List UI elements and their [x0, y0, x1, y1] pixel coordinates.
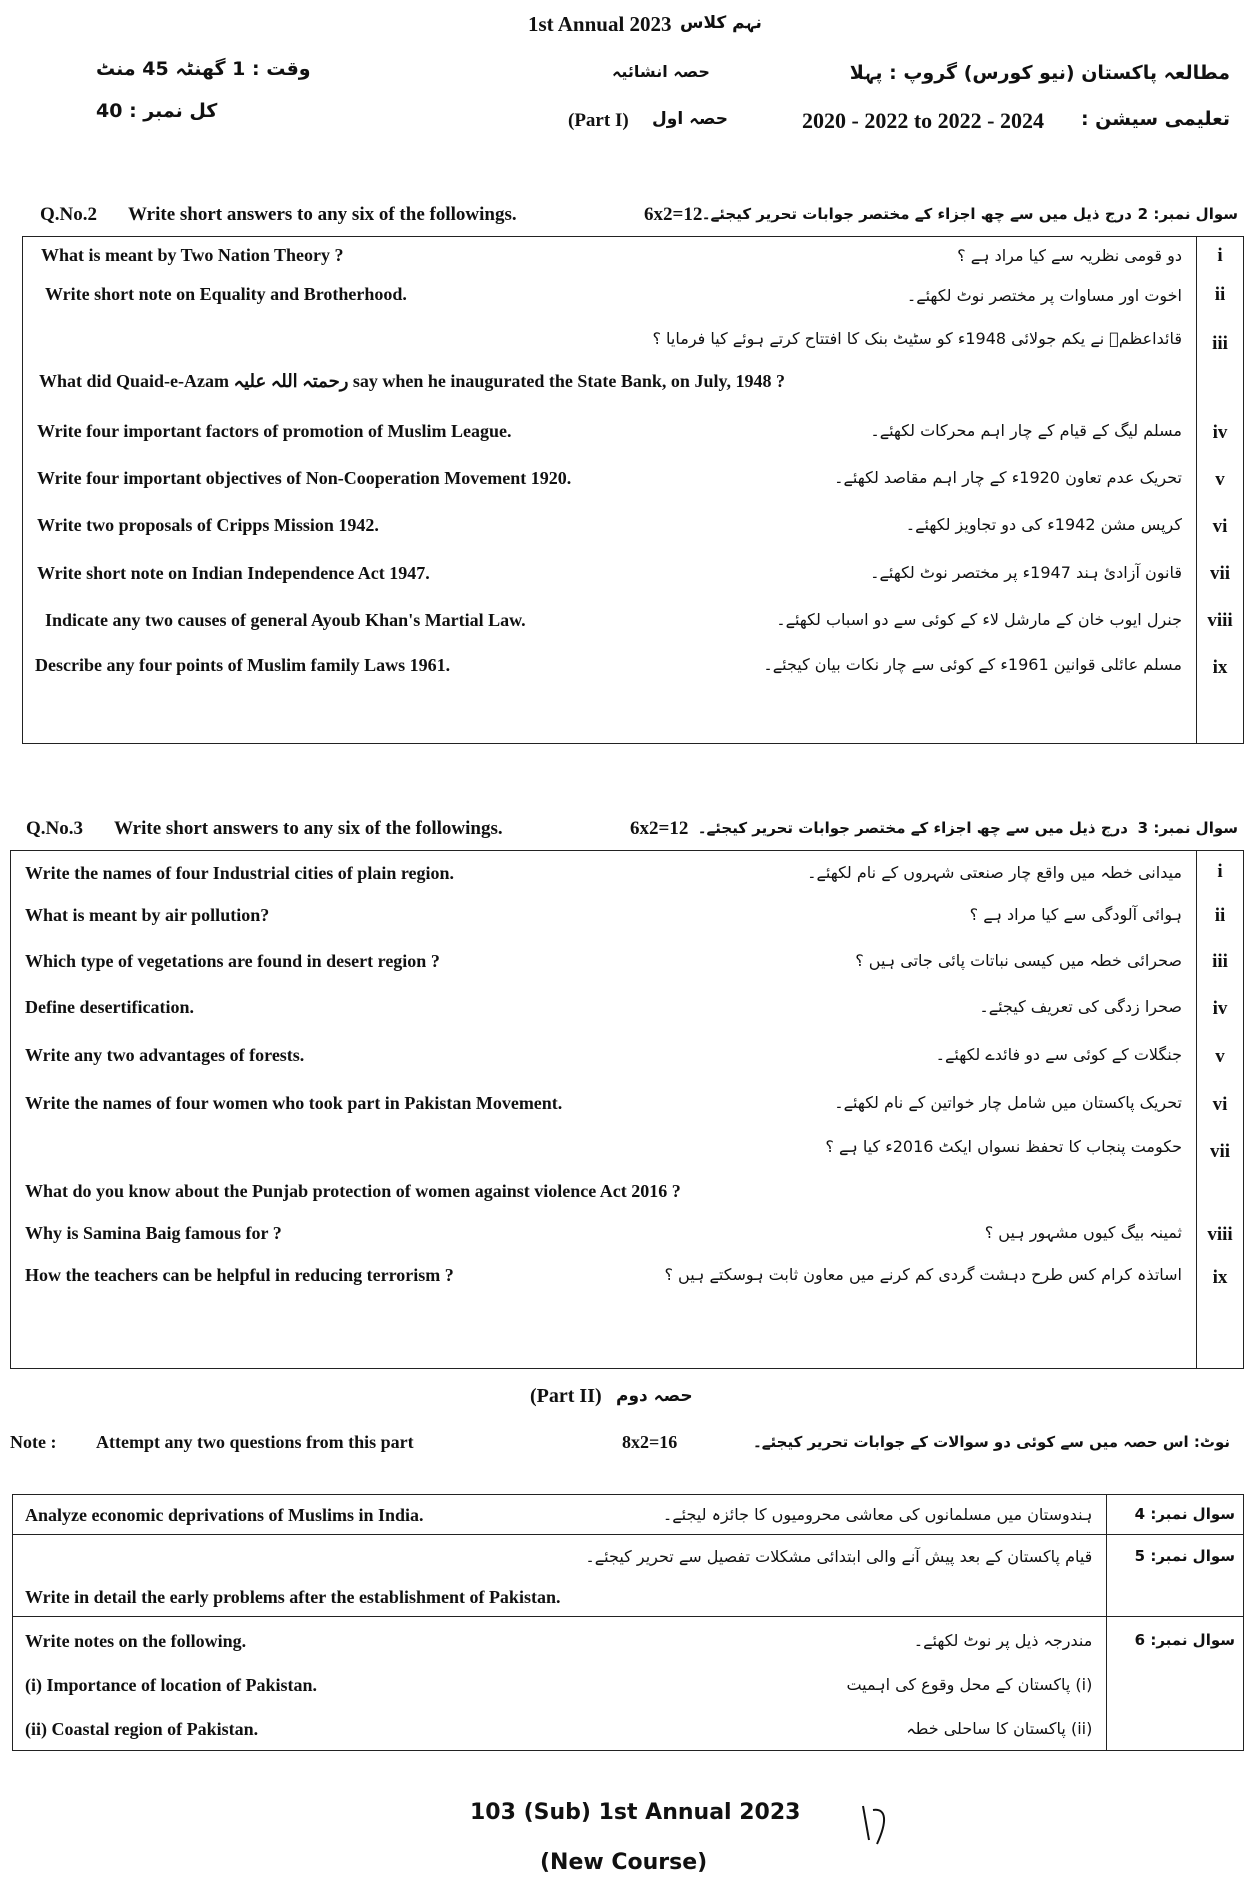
q3-ix-en: How the teachers can be helpful in reducing terrorism ?: [25, 1264, 454, 1285]
q6-a-ur: (i) پاکستان کے محل وقوع کی اہمیت: [846, 1675, 1093, 1694]
q4-ur: ہندوستان میں مسلمانوں کی معاشی محرومیوں کا جائزہ لیجئے۔: [662, 1505, 1093, 1524]
paper-code: 103 (Sub) 1st Annual 2023: [470, 1800, 801, 1825]
q2-ix-en: Describe any four points of Muslim family Laws 1961.: [35, 654, 451, 675]
q2-ii-en: Write short note on Equality and Brotherhood.: [45, 283, 407, 304]
q4-en: Analyze economic deprivations of Muslims in India.: [25, 1505, 424, 1525]
q6-b-en: (ii) Coastal region of Pakistan.: [25, 1719, 259, 1739]
table-row: [11, 1255, 1244, 1301]
q2-ix-ur: مسلم عائلی قوانین 1961ء کے کوئی سے چار نکات بیان کیجئے۔: [763, 654, 1182, 674]
table-row: [23, 503, 1244, 550]
q3-ii-ur: ہوائی آلودگی سے کیا مراد ہے ؟: [969, 904, 1182, 924]
note-text: Attempt any two questions from this part: [96, 1432, 414, 1452]
q2-vii-num: vii: [1197, 551, 1244, 598]
q2-v-ur: تحریک عدم تعاون 1920ء کے چار اہم مقاصد لکھئے۔: [834, 468, 1182, 488]
part-two-marks: 8x2=16: [622, 1432, 678, 1452]
course-label: (New Course): [540, 1850, 708, 1875]
q2-viii-num: viii: [1197, 598, 1244, 645]
part-one-label: (Part I): [568, 110, 629, 131]
q2-ii-ur: اخوت اور مساوات پر مختصر نوٹ لکھئے۔: [906, 285, 1182, 305]
q3-vi-ur: تحریک پاکستان میں شامل چار خواتین کے نام لکھئے۔: [834, 1092, 1182, 1112]
q2-iii-ur: قائداعظمؒ نے یکم جولائی 1948ء کو سٹیٹ بنک کا افتتاح کرتے ہوئے کیا فرمایا ؟: [652, 328, 1182, 348]
q2-v-num: v: [1197, 456, 1244, 503]
q6-a-en: (i) Importance of location of Pakistan.: [25, 1675, 317, 1695]
table-row: [11, 939, 1244, 985]
table-row: [11, 985, 1244, 1033]
table-row: [23, 276, 1244, 315]
q6-b-ur: (ii) پاکستان کا ساحلی خطہ: [906, 1719, 1093, 1738]
session-years: 2020 - 2022 to 2022 - 2024: [802, 108, 1044, 133]
q3-vi-num: vi: [1197, 1081, 1244, 1129]
q3-iii-ur: صحرائی خطہ میں کیسی نباتات پائی جاتی ہیں ؟: [855, 950, 1182, 970]
q3-iv-num: iv: [1197, 985, 1244, 1033]
q3-vii-ur: حکومت پنجاب کا تحفظ نسواں ایکٹ 2016ء کیا ہے ؟: [825, 1136, 1182, 1156]
q2-table: [22, 236, 1244, 744]
q3-iv-ur: صحرا زدگی کی تعریف کیجئے۔: [979, 996, 1182, 1016]
q3-iv-en: Define desertification.: [25, 996, 194, 1017]
table-row: [23, 409, 1244, 456]
subject-urdu: مطالعہ پاکستان (نیو کورس) گروپ : پہلا: [849, 62, 1230, 84]
q3-ii-num: ii: [1197, 893, 1244, 939]
q3-instruction-urdu: درج ذیل میں سے چھ اجزاء کے مختصر جوابات تحریر کیجئے۔: [697, 819, 1128, 837]
q2-vii-en: Write short note on Indian Independence Act 1947.: [37, 562, 430, 583]
part-two-table: [12, 1494, 1244, 1751]
table-row: [11, 893, 1244, 939]
q2-iv-ur: مسلم لیگ کے قیام کے چار اہم محرکات لکھئے۔: [870, 420, 1182, 440]
q3-v-en: Write any two advantages of forests.: [25, 1044, 305, 1065]
table-row: [23, 598, 1244, 645]
note-label: Note :: [10, 1432, 57, 1452]
q3-instruction: Write short answers to any six of the followings.: [114, 818, 503, 839]
q3-v-num: v: [1197, 1033, 1244, 1081]
q3-iii-en: Which type of vegetations are found in desert region ?: [25, 950, 440, 971]
table-row: [13, 1495, 1244, 1535]
q2-ii-num: ii: [1197, 276, 1244, 315]
q3-ii-en: What is meant by air pollution?: [25, 904, 270, 925]
q3-marks: 6x2=12: [630, 818, 689, 839]
q2-vi-ur: کرپس مشن 1942ء کی دو تجاویز لکھئے۔: [905, 515, 1182, 535]
q3-ix-ur: اساتذہ کرام کس طرح دہشت گردی کم کرنے میں معاون ثابت ہوسکتے ہیں ؟: [664, 1264, 1182, 1284]
table-row: [23, 456, 1244, 503]
q5-ur: قیام پاکستان کے بعد پیش آنے والی ابتدائی مشکلات تفصیل سے تحریر کیجئے۔: [585, 1547, 1093, 1566]
q2-label-urdu: سوال نمبر: 2: [1137, 205, 1238, 223]
q3-table: [10, 850, 1244, 1369]
q2-i-ur: دو قومی نظریہ سے کیا مراد ہے ؟: [957, 246, 1182, 265]
note-urdu: نوٹ: اس حصہ میں سے کوئی دو سوالات کے جوابات تحریر کیجئے۔: [752, 1433, 1230, 1451]
table-row: [13, 1535, 1244, 1617]
q3-vi-en: Write the names of four women who took part in Pakistan Movement.: [25, 1092, 563, 1113]
q3-i-ur: میدانی خطہ میں واقع چار صنعتی شہروں کے نام لکھئے۔: [807, 863, 1182, 882]
q2-label: Q.No.2: [40, 204, 97, 225]
q2-vi-num: vi: [1197, 503, 1244, 550]
q2-i-en: What is meant by Two Nation Theory ?: [41, 245, 344, 265]
part-two-urdu: حصہ دوم: [616, 1386, 693, 1406]
q2-viii-ur: جنرل ایوب خان کے مارشل لاء کے کوئی سے دو اسباب لکھئے۔: [776, 609, 1182, 629]
q2-viii-en: Indicate any two causes of general Ayoub Khan's Martial Law.: [45, 609, 526, 630]
q2-instruction-urdu: درج ذیل میں سے چھ اجزاء کے مختصر جوابات تحریر کیجئے۔: [701, 205, 1132, 223]
total-marks: کل نمبر : 40: [96, 100, 218, 122]
q3-ix-num: ix: [1197, 1255, 1244, 1301]
part-two-label: (Part II): [530, 1385, 602, 1407]
table-row: [11, 1215, 1244, 1255]
q3-viii-ur: ثمینہ بیگ کیوں مشہور ہیں ؟: [984, 1222, 1182, 1242]
q2-i-num: i: [1197, 237, 1244, 276]
q3-label-urdu: سوال نمبر: 3: [1137, 819, 1238, 837]
q2-instruction: Write short answers to any six of the followings.: [128, 204, 517, 225]
q4-label: سوال نمبر: 4: [1134, 1505, 1235, 1523]
q3-vii-en: What do you know about the Punjab protection of women against violence Act 2016 ?: [25, 1180, 681, 1201]
q3-i-num: i: [1197, 851, 1244, 893]
table-row: [23, 551, 1244, 598]
session-label-urdu: تعلیمی سیشن :: [1080, 108, 1230, 130]
q3-iii-num: iii: [1197, 939, 1244, 985]
signature-mark: [855, 1800, 895, 1850]
table-row: [23, 645, 1244, 690]
q2-vii-ur: قانون آزادئ ہند 1947ء پر مختصر نوٹ لکھئے۔: [870, 562, 1182, 582]
q5-label: سوال نمبر: 5: [1134, 1547, 1235, 1565]
q2-iii-num: iii: [1197, 315, 1244, 409]
table-row: [13, 1617, 1244, 1751]
q2-v-en: Write four important objectives of Non-Cooperation Movement 1920.: [37, 468, 572, 489]
q6-en: Write notes on the following.: [25, 1631, 247, 1651]
q2-iv-en: Write four important factors of promotion of Muslim League.: [37, 420, 512, 441]
q3-v-ur: جنگلات کے کوئی سے دو فائدے لکھئے۔: [935, 1044, 1182, 1064]
table-row: [23, 237, 1244, 276]
q3-i-en: Write the names of four Industrial cities of plain region.: [25, 863, 454, 883]
class-label-urdu: نہم کلاس: [680, 13, 762, 33]
q3-label: Q.No.3: [26, 818, 83, 839]
q3-viii-en: Why is Samina Baig famous for ?: [25, 1222, 282, 1243]
part-one-urdu: حصہ اول: [652, 109, 729, 129]
q3-vii-num: vii: [1197, 1129, 1244, 1215]
q2-iii-en: What did Quaid-e-Azam رحمتہ اللہ علیہ say when he inaugurated the State Bank, on July, 1948 ?: [39, 370, 785, 391]
q2-marks: 6x2=12: [644, 204, 703, 225]
q3-viii-num: viii: [1197, 1215, 1244, 1255]
table-row: [11, 1129, 1244, 1215]
q2-vi-en: Write two proposals of Cripps Mission 1942.: [37, 515, 379, 536]
table-row: [11, 851, 1244, 893]
time-allowed: وقت : 1 گھنٹہ 45 منٹ: [96, 58, 311, 80]
q6-ur: مندرجہ ذیل پر نوٹ لکھئے۔: [913, 1631, 1093, 1650]
q5-en: Write in detail the early problems after the establishment of Pakistan.: [25, 1587, 561, 1607]
exam-title: 1st Annual 2023: [528, 12, 672, 36]
section-urdu: حصہ انشائیہ: [612, 62, 710, 81]
q6-label: سوال نمبر: 6: [1134, 1631, 1235, 1649]
q2-ix-num: ix: [1197, 645, 1244, 690]
table-row: [23, 315, 1244, 409]
table-row: [11, 1033, 1244, 1081]
table-row: [11, 1081, 1244, 1129]
q2-iv-num: iv: [1197, 409, 1244, 456]
